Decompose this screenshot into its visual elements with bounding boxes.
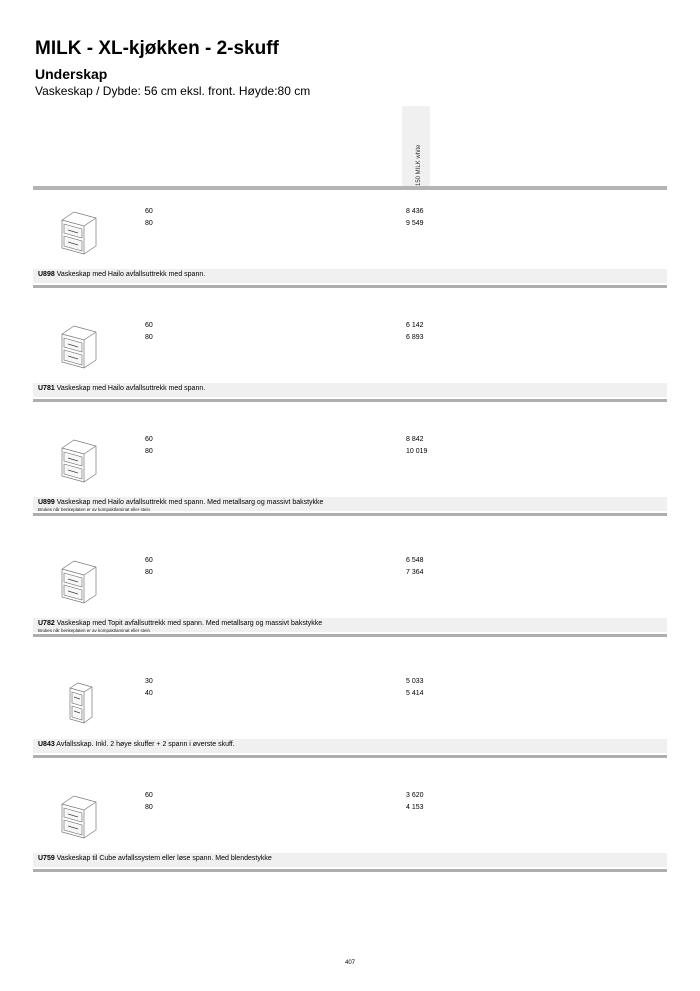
price-value: 10 019: [406, 448, 428, 455]
cabinet-drawing-icon: [56, 324, 100, 370]
product-code: U759: [38, 855, 55, 862]
product-section: [0, 660, 700, 776]
product-code: U781: [38, 385, 55, 392]
size-value: 80: [145, 569, 153, 576]
size-value: 60: [145, 208, 153, 215]
size-list: [145, 676, 153, 700]
product-label: [38, 499, 323, 506]
product-label: [38, 271, 205, 278]
price-value: 8 436: [406, 208, 424, 215]
size-value: 80: [145, 804, 153, 811]
column-header-label: 150 MILK white: [416, 144, 422, 186]
section-divider: [33, 513, 667, 516]
cabinet-drawing-icon: [56, 559, 100, 605]
product-section: [0, 418, 700, 534]
price-value: 8 842: [406, 436, 424, 443]
product-text: Vaskeskap med Hailo avfallsuttrekk med spann.: [56, 271, 206, 278]
waste-cabinet-drawing-icon: [56, 680, 100, 726]
size-value: 80: [145, 448, 153, 455]
price-value: 6 142: [406, 322, 424, 329]
price-list: [406, 555, 424, 579]
price-value: 6 893: [406, 334, 424, 341]
price-value: 7 364: [406, 569, 424, 576]
size-value: 60: [145, 792, 153, 799]
size-list: [145, 555, 153, 579]
size-value: 80: [145, 220, 153, 227]
product-code: U782: [38, 620, 55, 627]
price-value: 3 620: [406, 792, 424, 799]
price-list: [406, 206, 424, 230]
size-value: 60: [145, 436, 153, 443]
size-value: 60: [145, 557, 153, 564]
cabinet-drawing-icon: [56, 794, 100, 840]
product-code: U898: [38, 271, 55, 278]
price-value: 4 153: [406, 804, 424, 811]
product-text: Vaskeskap med Topit avfallsuttrekk med spann. Med metallsarg og massivt bakstykke: [56, 620, 323, 627]
product-label: [38, 620, 322, 627]
product-note: Brukes når benkeplaten er av kompaktlaminat eller stein: [38, 507, 151, 512]
product-section: [0, 774, 700, 890]
product-note: Brukes når benkeplaten er av kompaktlaminat eller stein: [38, 628, 151, 633]
size-list: [145, 206, 153, 230]
size-value: 40: [145, 690, 153, 697]
product-code: U899: [38, 499, 55, 506]
section-divider: [33, 399, 667, 402]
product-section: [0, 539, 700, 655]
size-value: 30: [145, 678, 153, 685]
product-text: Vaskeskap med Hailo avfallsuttrekk med spann.: [56, 385, 206, 392]
size-list: [145, 434, 153, 458]
section-divider: [33, 869, 667, 872]
product-text: Vaskeskap til Cube avfallssystem eller løse spann. Med blendestykke: [56, 855, 272, 862]
price-list: [406, 790, 424, 814]
cabinet-drawing-icon: [56, 438, 100, 484]
section-divider: [33, 755, 667, 758]
price-list: [406, 676, 424, 700]
size-value: 60: [145, 322, 153, 329]
price-value: 9 549: [406, 220, 424, 227]
price-value: 6 548: [406, 557, 424, 564]
product-label: [38, 855, 272, 862]
price-list: [406, 434, 427, 458]
product-section: [0, 190, 700, 306]
section-divider: [33, 285, 667, 288]
section-divider: [33, 634, 667, 637]
product-label: [38, 741, 235, 748]
section-description: Vaskeskap / Dybde: 56 cm eksl. front. Høyde:80 cm: [35, 84, 311, 98]
page-title: MILK - XL-kjøkken - 2-skuff: [35, 38, 279, 59]
price-list: [406, 320, 424, 344]
section-subtitle: Underskap: [35, 66, 108, 82]
product-section: [0, 304, 700, 420]
size-list: [145, 790, 153, 814]
product-label: [38, 385, 205, 392]
product-text: Avfallsskap. Inkl. 2 høye skuffer + 2 spann i øverste skuff.: [56, 741, 235, 748]
product-code: U843: [38, 741, 55, 748]
page-number: 407: [344, 960, 355, 966]
price-value: 5 414: [406, 690, 424, 697]
size-list: [145, 320, 153, 344]
cabinet-drawing-icon: [56, 210, 100, 256]
product-text: Vaskeskap med Hailo avfallsuttrekk med spann. Med metallsarg og massivt bakstykke: [56, 499, 324, 506]
size-value: 80: [145, 334, 153, 341]
price-value: 5 033: [406, 678, 424, 685]
